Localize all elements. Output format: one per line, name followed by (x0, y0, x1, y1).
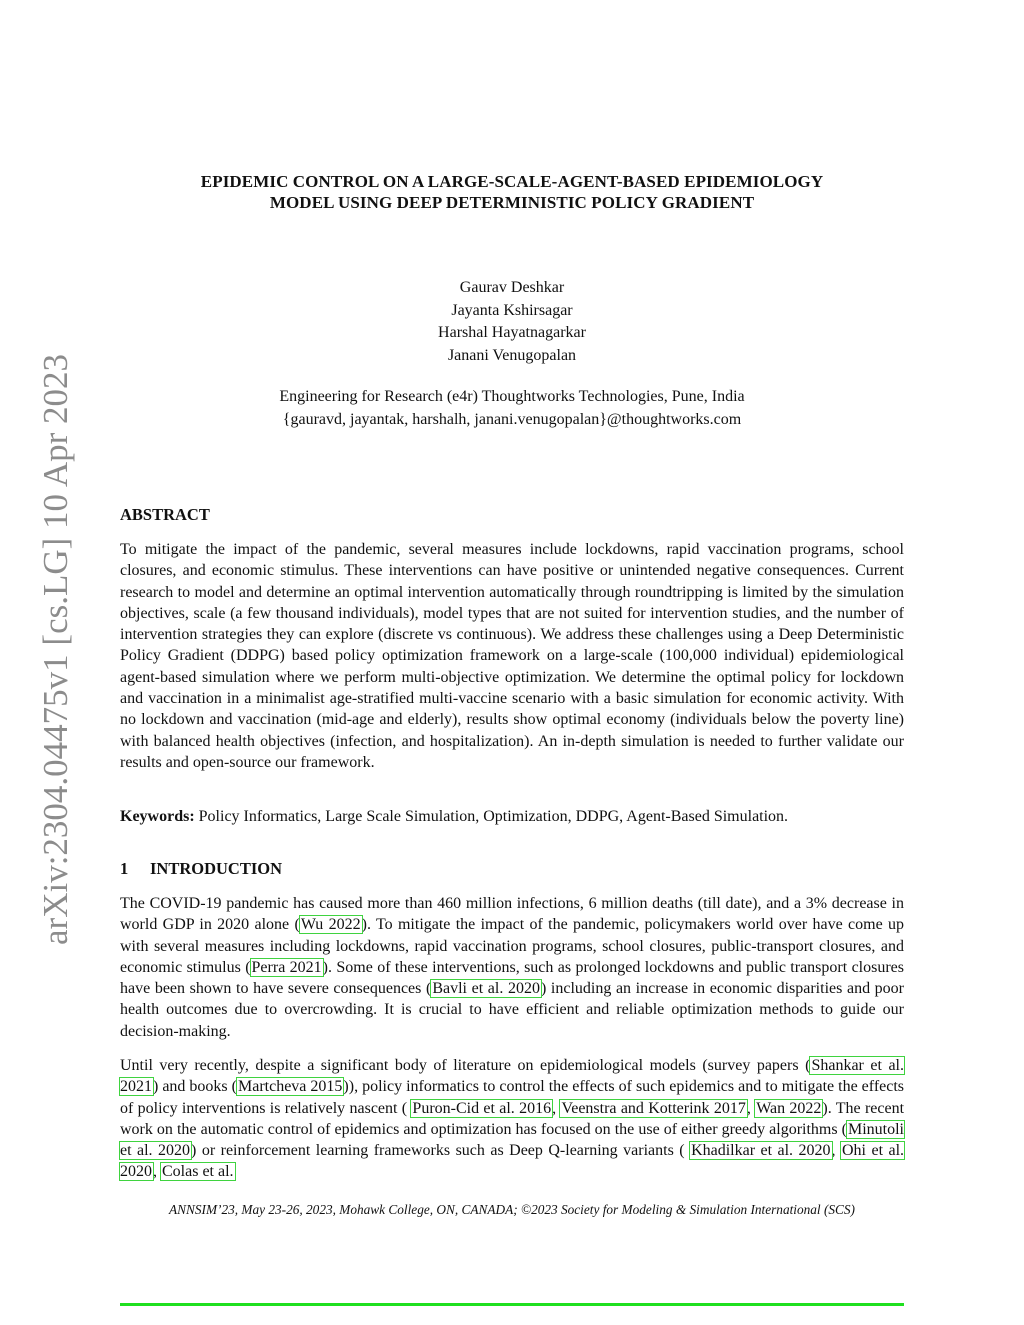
citation-link[interactable]: Puron-Cid et al. 2016 (412, 1099, 552, 1117)
citation-link[interactable]: Minutoli et al. 2020 (120, 1120, 904, 1160)
author-list (120, 277, 904, 367)
introduction-heading (120, 859, 282, 879)
citation-link[interactable]: Martcheva 2015 (238, 1078, 343, 1096)
text-run: )), policy informatics to control the effects of such epidemics and to mitigate the effects of policy interventions is relatively nascent ( (120, 1078, 905, 1117)
text-run: , (746, 1099, 756, 1117)
section-title: INTRODUCTION (150, 859, 283, 878)
abstract-text: To mitigate the impact of the pandemic, several measures include lockdowns, rapid vaccination programs, school closures, and economic stimulus. These interventions can have positive or unintended negative consequences. Current research to model and determine an optimal intervention automatically through roundtripping is limited by the simulation objectives, scale (a few thousand individuals), model types that are not suited for intervention studies, and the number of intervention strategies they can explore (discrete vs continuous). We address these challenges using a Deep Deterministic Policy Gradient (DDPG) based policy optimization framework on a large-scale (100,000 individual) epidemiological agent-based simulation where we perform multi-objective optimization. We determine the optimal policy for lockdown and vaccination in a minimalist age-stratified multi-vaccine scenario with a basic simulation for economic activity. With no lockdown and vaccination (mid-age and elderly), results show optimal economy (individuals below the poverty line) with balanced health objectives (infection, and hospitalization). An in-depth simulation is needed to further validate our results and open-source our framework. (120, 541, 904, 771)
section-number: 1 (120, 859, 129, 878)
citation-link[interactable]: Bavli et al. 2020 (432, 980, 540, 998)
paper-title (120, 171, 904, 213)
text-run: The COVID-19 pandemic has caused more than 460 million infections, 6 million deaths (till date), and a 3% decrease in world GDP in 2020 alone ( (120, 895, 904, 934)
keywords-label: Keywords: (120, 808, 195, 825)
text-run: ). To mitigate the impact of the pandemic, policymakers world over have come up with several measures including lockdowns, rapid vaccination programs, school closures, public-transport closures, and economic stimulus ( (120, 916, 904, 976)
text-run: ) or reinforcement learning frameworks such as Deep Q-learning variants ( (191, 1142, 691, 1160)
text-run: , (552, 1099, 561, 1117)
citation-link[interactable]: Ohi et al. 2020 (120, 1142, 905, 1181)
citation-link[interactable]: Perra 2021 (251, 958, 322, 976)
introduction-paragraph-1 (120, 893, 904, 1042)
keywords (120, 806, 904, 827)
citation-link[interactable]: Wan 2022 (756, 1099, 822, 1117)
text-run: ) including an increase in economic disparities and poor health outcomes due to overcrowding. It is crucial to have efficient and reliable optimization methods to guide our decision-making. (120, 980, 905, 1040)
text-run: , (153, 1163, 161, 1181)
affiliation (120, 385, 904, 431)
author: Jayanta Kshirsagar (451, 301, 573, 319)
title-line-2: MODEL USING DEEP DETERMINISTIC POLICY GRADIENT (269, 193, 755, 212)
citation-link[interactable]: Wu 2022 (300, 916, 361, 934)
citation-link[interactable]: Khadilkar et al. 2020 (691, 1142, 831, 1160)
title-line-1: EPIDEMIC CONTROL ON A LARGE-SCALE-AGENT-BASED EPIDEMIOLOGY (200, 172, 824, 191)
citation-link[interactable]: Colas et al. (162, 1163, 234, 1181)
text-run: ) and books ( (153, 1078, 237, 1096)
author: Harshal Hayatnagarkar (438, 324, 586, 342)
citation-link[interactable]: Veenstra and Kotterink 2017 (561, 1099, 746, 1117)
affiliation-institution: Engineering for Research (e4r) Thoughtworks Technologies, Pune, India (279, 388, 745, 405)
keywords-text: Policy Informatics, Large Scale Simulation, Optimization, DDPG, Agent-Based Simulation. (194, 808, 789, 825)
author: Gaurav Deshkar (459, 279, 565, 296)
text-run: Until very recently, despite a significant body of literature on epidemiological models (survey papers ( (120, 1057, 811, 1074)
arxiv-side-stamp: arXiv:2304.04475v1 [cs.LG] 10 Apr 2023 (36, 353, 75, 945)
author: Janani Venugopalan (447, 346, 577, 364)
text-run: , (831, 1142, 841, 1160)
text-run: ). Some of these interventions, such as prolonged lockdowns and public transport closures have been shown to have severe consequences ( (120, 958, 904, 998)
introduction-paragraph-2 (120, 1055, 904, 1183)
bottom-rule (120, 1303, 904, 1306)
citation-link[interactable]: Shankar et al. 2021 (120, 1057, 904, 1096)
text-run: ). The recent work on the automatic control of epidemics and optimization has focused on the use of either greedy algorithms ( (120, 1099, 905, 1138)
affiliation-emails: {gauravd, jayantak, harshalh, janani.venugopalan}@thoughtworks.com (282, 411, 742, 428)
abstract-heading: ABSTRACT (120, 505, 210, 524)
conference-footer: ANNSIM’23, May 23-26, 2023, Mohawk College, ON, CANADA; ©2023 Society for Modeling & Simulation International (SCS) (169, 1202, 855, 1217)
